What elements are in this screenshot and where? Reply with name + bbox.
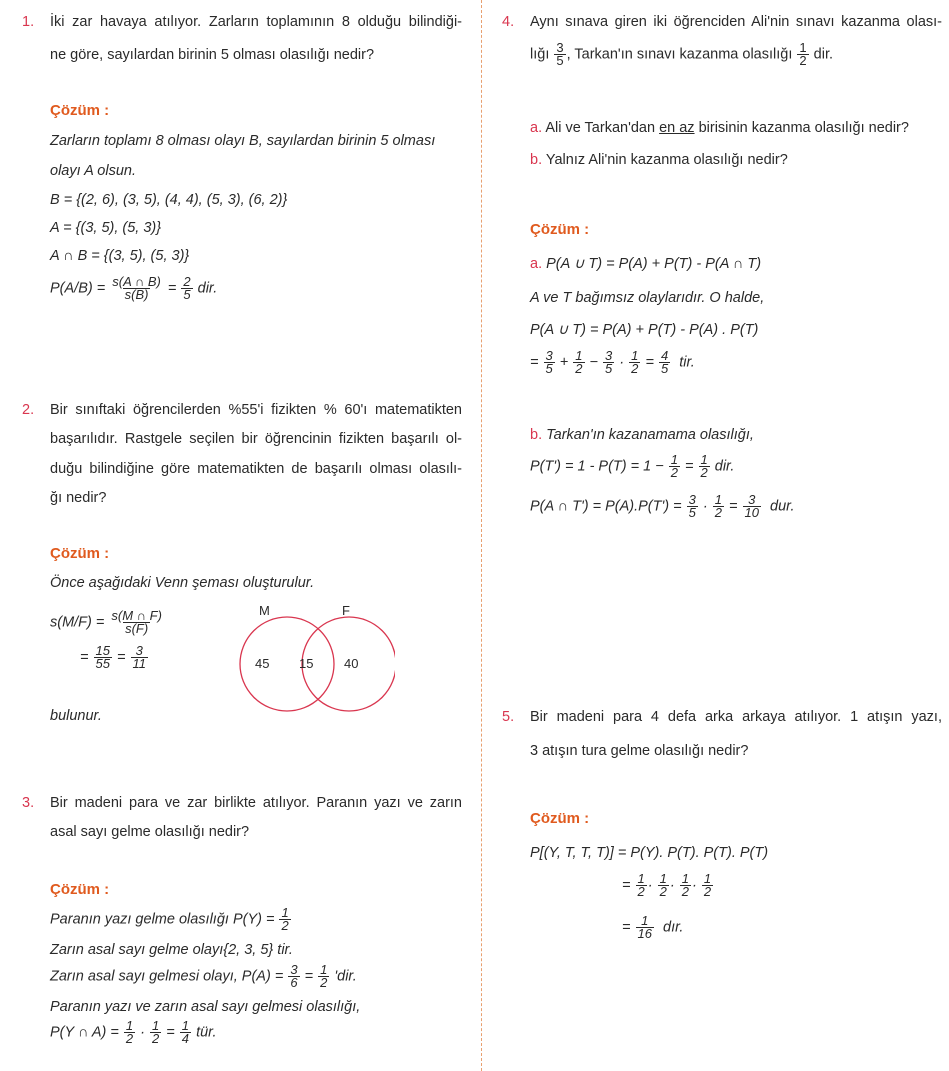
venn-label-f: F (342, 603, 350, 618)
venn-value-intersection: 15 (299, 656, 314, 671)
solution-text: Paranın yazı ve zarın asal sayı gelmesi olasılığı, (50, 999, 361, 1015)
venn-diagram (225, 600, 395, 715)
solution-text: A = {(3, 5), (5, 3)} (50, 220, 162, 236)
venn-value-f-only: 40 (344, 656, 359, 671)
solution-text: Zarların toplamı 8 olması olayı B, sayılardan birinin 5 olması (50, 133, 436, 149)
formula: = $\frac{3}{5}$ + $\frac{1}{2}$ − $\frac{3}{5}$ · $\frac{1}{2}$ = $\frac{4}{5}$ tir. (530, 348, 695, 376)
question-text: Bir sınıftaki öğrencilerden %55'i fizikten % 60'ı matematikten (50, 402, 462, 418)
question-number: 5. (502, 709, 515, 725)
formula: P(Y ∩ A) = $\frac{1}{2}$ · $\frac{1}{2}$ = $\frac{1}{4}$ tür. (50, 1018, 217, 1046)
solution-text: Zarın asal sayı gelme olayı{2, 3, 5} tir. (50, 942, 293, 958)
question-text: Bir madeni para 4 defa arka arkaya atılıyor. 1 atışın yazı, (530, 709, 942, 725)
formula: P(A/B) = $\frac{s(A \cap B)}{s(B)}$ = $\frac{2}{5}$ dir. (50, 274, 218, 302)
question-text: duğu bilindiğine göre matematikten de başarılı olması olasılı- (50, 461, 462, 477)
question-text: başarılıdır. Rastgele seçilen bir öğrencinin fizikten başarılı ol- (50, 431, 462, 447)
formula: s(M/F) = $\frac{s(M \cap F)}{s(F)}$ (50, 608, 162, 636)
solution-text: A ∩ B = {(3, 5), (5, 3)} (50, 248, 190, 264)
formula: P(T') = 1 - P(T) = 1 − $\frac{1}{2}$ = $\frac{1}{2}$ dir. (530, 452, 735, 480)
solution-text: P[(Y, T, T, T)] = P(Y). P(T). P(T). P(T) (530, 845, 769, 861)
solution-text: olayı A olsun. (50, 163, 136, 179)
column-divider (481, 0, 482, 1071)
sub-question-a: a. Ali ve Tarkan'dan en az birisinin kazanma olasılığı nedir? (530, 120, 909, 136)
question-text: İki zar havaya atılıyor. Zarların toplamının 8 olduğu bilindiği- (50, 14, 462, 30)
question-text: 3 atışın tura gelme olasılığı nedir? (530, 743, 749, 759)
solution-text: b. Tarkan'ın kazanamama olasılığı, (530, 427, 754, 443)
formula: = $\frac{1}{2}$ · $\frac{1}{2}$ · $\frac{1}{2}$ · $\frac{1}{2}$ (622, 871, 712, 899)
solution-text: a. P(A ∪ T) = P(A) + P(T) - P(A ∩ T) (530, 256, 762, 272)
solution-text: bulunur. (50, 708, 102, 724)
question-text: Aynı sınava giren iki öğrenciden Ali'nin sınavı kazanma olası- (530, 14, 942, 30)
solution-text: A ve T bağımsız olaylarıdır. O halde, (530, 290, 765, 306)
solution-text: P(A ∪ T) = P(A) + P(T) - P(A) . P(T) (530, 322, 759, 338)
question-number: 1. (22, 14, 35, 30)
sub-question-b: b. Yalnız Ali'nin kazanma olasılığı nedir? (530, 152, 788, 168)
question-text: lığı $\frac{3}{5}$ , Tarkan'ın sınavı kazanma olasılığı $\frac{1}{2}$ dir. (530, 40, 834, 68)
question-number: 3. (22, 795, 35, 811)
question-number: 2. (22, 402, 35, 418)
solution-text: Paranın yazı gelme olasılığı P(Y) = $\frac{1}{2}$ (50, 905, 289, 933)
venn-value-m-only: 45 (255, 656, 270, 671)
formula: = $\frac{1}{16}$ dır. (622, 913, 684, 941)
question-number: 4. (502, 14, 515, 30)
solution-text: B = {(2, 6), (3, 5), (4, 4), (5, 3), (6, 2)} (50, 192, 288, 208)
solution-heading: Çözüm : (50, 102, 110, 119)
question-text: Bir madeni para ve zar birlikte atılıyor. Paranın yazı ve zarın (50, 795, 462, 811)
solution-heading: Çözüm : (530, 810, 590, 827)
question-text: ne göre, sayılardan birinin 5 olması olasılığı nedir? (50, 47, 375, 63)
solution-heading: Çözüm : (50, 545, 110, 562)
solution-text: Önce aşağıdaki Venn şeması oluşturulur. (50, 575, 315, 591)
question-text: asal sayı gelme olasılığı nedir? (50, 824, 250, 840)
solution-text: Zarın asal sayı gelmesi olayı, P(A) = $\frac{3}{6}$ = $\frac{1}{2}$ 'dir. (50, 962, 357, 990)
solution-heading: Çözüm : (530, 221, 590, 238)
question-text: ğı nedir? (50, 490, 107, 506)
venn-label-m: M (259, 603, 270, 618)
formula: = $\frac{15}{55}$ = $\frac{3}{11}$ (80, 643, 146, 671)
formula: P(A ∩ T') = P(A).P(T') = $\frac{3}{5}$ · $\frac{1}{2}$ = $\frac{3}{10}$ dur. (530, 492, 795, 520)
solution-heading: Çözüm : (50, 881, 110, 898)
